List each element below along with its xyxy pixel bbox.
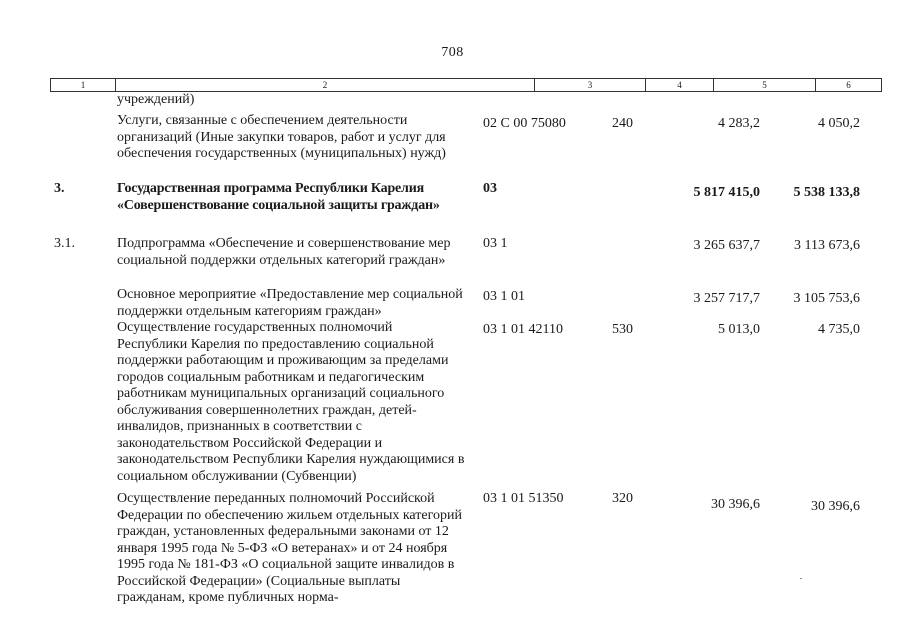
row-code: 03 1 — [483, 236, 508, 251]
column-header-4: 4 — [646, 79, 714, 91]
row-name: Осуществление государственных полномочий Республики Карелия по предоставлению социальной поддержки работающим и проживающим за пределами городов социальным работникам и педагогическим работникам муниципальных организаций социального обслуживания совершеннолетних граждан, детей-инвалидов, признанных в соответствии с законодательством Российской Федерации и законодательством Республики Карелия нуждающимися в социальном обслуживании (Субвенции) — [117, 320, 465, 484]
row-value-1: 5 013,0 — [718, 322, 760, 337]
column-header-5: 5 — [714, 79, 816, 91]
column-header-6: 6 — [846, 80, 851, 90]
row-code: 03 — [483, 181, 497, 196]
row-name: Услуги, связанные с обеспечением деятельности организаций (Иные закупки товаров, работ и услуг для обеспечения государственных (муниципальных) нужд) — [117, 113, 446, 161]
row-value-1: 3 265 637,7 — [693, 238, 760, 253]
row-value-1: 30 396,6 — [711, 497, 760, 512]
row-value-2: 4 050,2 — [818, 116, 860, 131]
column-header-2: 2 — [116, 79, 535, 91]
row-code: 03 1 01 42110 — [483, 322, 563, 337]
row-value-2: 5 538 133,8 — [793, 185, 860, 200]
row-number: 3.1. — [54, 236, 75, 251]
row-name: Подпрограмма «Обеспечение и совершенствование мер социальной поддержки отдельных категорий граждан» — [117, 236, 451, 268]
row-name: Основное мероприятие «Предоставление мер социальной поддержки отдельным категориям граждан» — [117, 287, 463, 319]
page-number: 708 — [441, 45, 464, 60]
table-header — [50, 78, 882, 92]
row-value-1: 5 817 415,0 — [693, 185, 760, 200]
row-type: 530 — [612, 322, 633, 337]
row-value-2: 3 113 673,6 — [794, 238, 860, 253]
row-value-2: 3 105 753,6 — [793, 291, 860, 306]
row-name: Государственная программа Республики Карелия «Совершенствование социальной защиты граждан» — [117, 181, 440, 213]
column-header-1: 1 — [51, 79, 116, 91]
row-value-1: 3 257 717,7 — [693, 291, 760, 306]
row-value-1: 4 283,2 — [718, 116, 760, 131]
row-code: 02 С 00 75080 — [483, 116, 566, 131]
row-name: Осуществление переданных полномочий Российской Федерации по обеспечению жильем отдельных категорий граждан, установленных федеральными законами от 12 января 1995 года № 5-ФЗ «О ветеранах» и от 24 ноября 1995 года № 181-ФЗ «О социальной защите инвалидов в Российской Федерации» (Социальные выплаты гражданам, кроме публичных норма- — [117, 491, 462, 605]
row-value-2: 30 396,6 — [811, 499, 860, 514]
row-number: 3. — [54, 181, 65, 196]
row-code: 03 1 01 51350 — [483, 491, 564, 506]
row-type: 240 — [612, 116, 633, 131]
column-header-3: 3 — [535, 79, 646, 91]
row-value-2: 4 735,0 — [818, 322, 860, 337]
scan-speck — [800, 578, 802, 579]
row-code: 03 1 01 — [483, 289, 525, 304]
row-name: учреждений) — [117, 92, 195, 107]
row-type: 320 — [612, 491, 633, 506]
